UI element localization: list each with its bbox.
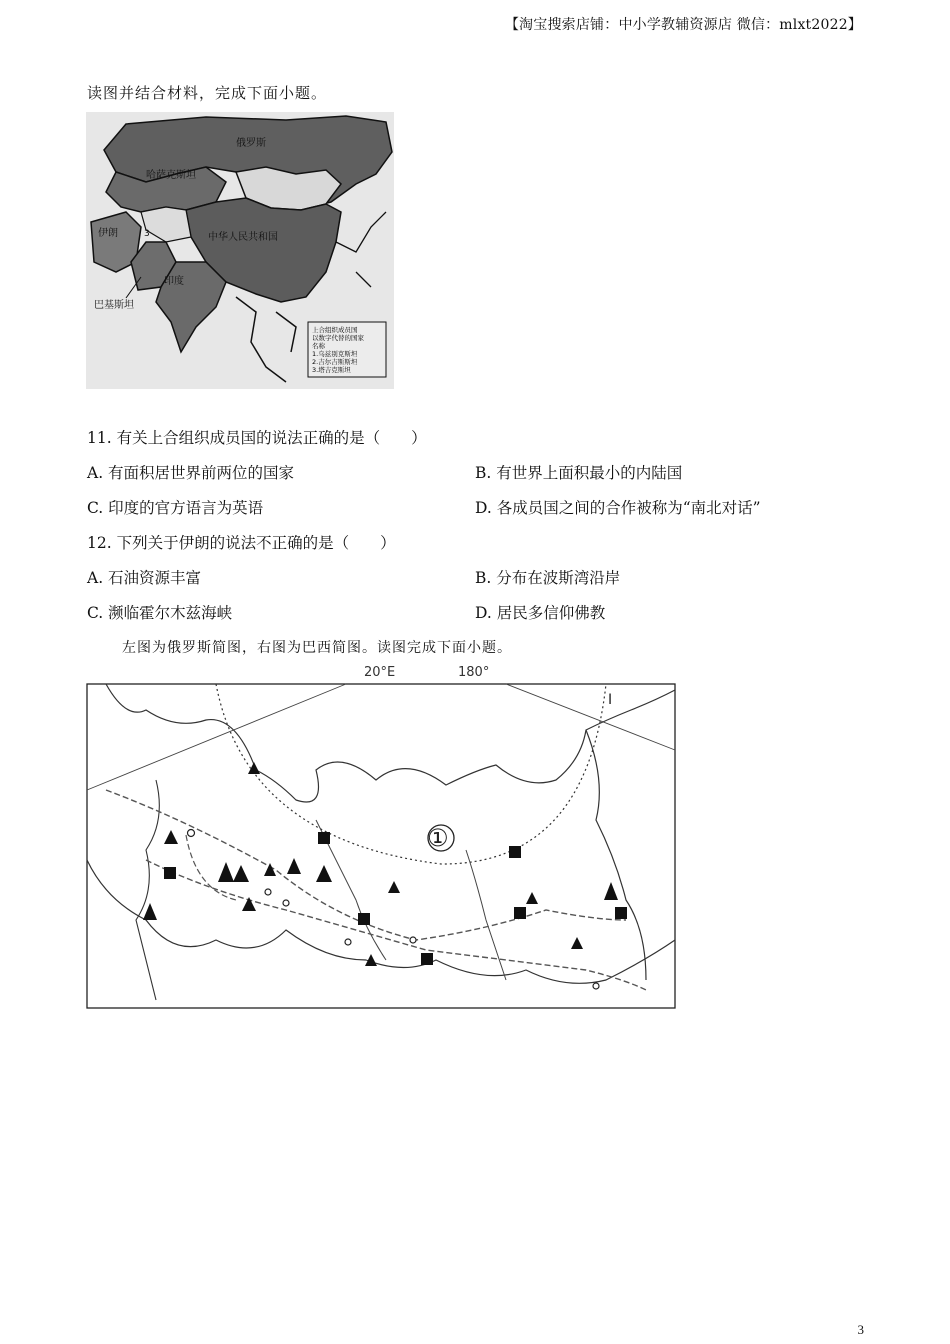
legend-line-4: 1.乌兹别克斯坦 — [312, 350, 358, 358]
square-symbol — [615, 907, 627, 919]
square-symbol — [358, 913, 370, 925]
intro-text-2: 左图为俄罗斯简图，右图为巴西简图。读图完成下面小题。 — [122, 640, 512, 656]
label-iran: 伊朗 — [98, 228, 118, 239]
label-pakistan: 巴基斯坦 — [94, 300, 134, 311]
city-marker — [345, 939, 351, 945]
legend-line-6: 3.塔吉克斯坦 — [312, 366, 351, 374]
edge-label-i: I — [608, 692, 613, 708]
q12-option-b[interactable]: B. 分布在波斯湾沿岸 — [475, 569, 621, 587]
intro-text: 读图并结合材料，完成下面小题。 — [87, 84, 328, 102]
city-marker — [283, 900, 289, 906]
square-symbol — [318, 832, 330, 844]
square-symbol — [164, 867, 176, 879]
q12-option-d[interactable]: D. 居民多信仰佛教 — [475, 604, 606, 622]
lon-180-label: 180° — [458, 665, 490, 680]
q11-option-d[interactable]: D. 各成员国之间的合作被称为“南北对话” — [475, 499, 761, 517]
label-china: 中华人民共和国 — [208, 232, 278, 243]
page-header: 【淘宝搜索店铺：中小学教辅资源店 微信：mlxt2022】 — [504, 17, 862, 33]
city-marker — [410, 937, 416, 943]
legend-line-1: 上合组织成员国 — [312, 326, 358, 334]
label-india: 印度 — [164, 276, 184, 287]
q11-stem: 11. 有关上合组织成员国的说法正确的是（ ） — [87, 429, 427, 447]
q11-option-c[interactable]: C. 印度的官方语言为英语 — [87, 499, 264, 517]
region-circle-label: ① — [427, 824, 449, 852]
square-symbol — [514, 907, 526, 919]
label-num3: 3 — [144, 229, 150, 239]
label-kazakhstan: 哈萨克斯坦 — [146, 170, 196, 181]
label-russia: 俄罗斯 — [236, 138, 266, 149]
legend-line-3: 名称 — [312, 342, 325, 350]
city-marker — [188, 830, 195, 837]
square-symbol — [509, 846, 521, 858]
sco-map — [86, 112, 394, 389]
city-marker — [265, 889, 271, 895]
russia-map — [86, 660, 678, 1010]
q11-option-b[interactable]: B. 有世界上面积最小的内陆国 — [475, 464, 683, 482]
q11-option-a[interactable]: A. 有面积居世界前两位的国家 — [87, 464, 295, 482]
lon-20e-label: 20°E — [364, 665, 396, 680]
legend-line-5: 2.吉尔吉斯斯坦 — [312, 358, 358, 366]
q12-option-a[interactable]: A. 石油资源丰富 — [87, 569, 202, 587]
city-marker — [593, 983, 599, 989]
page-number: 3 — [857, 1322, 864, 1337]
legend-line-2: 以数字代替的国家 — [312, 334, 364, 342]
q12-stem: 12. 下列关于伊朗的说法不正确的是（ ） — [87, 534, 396, 552]
square-symbol — [421, 953, 433, 965]
q12-option-c[interactable]: C. 濒临霍尔木兹海峡 — [87, 604, 233, 622]
